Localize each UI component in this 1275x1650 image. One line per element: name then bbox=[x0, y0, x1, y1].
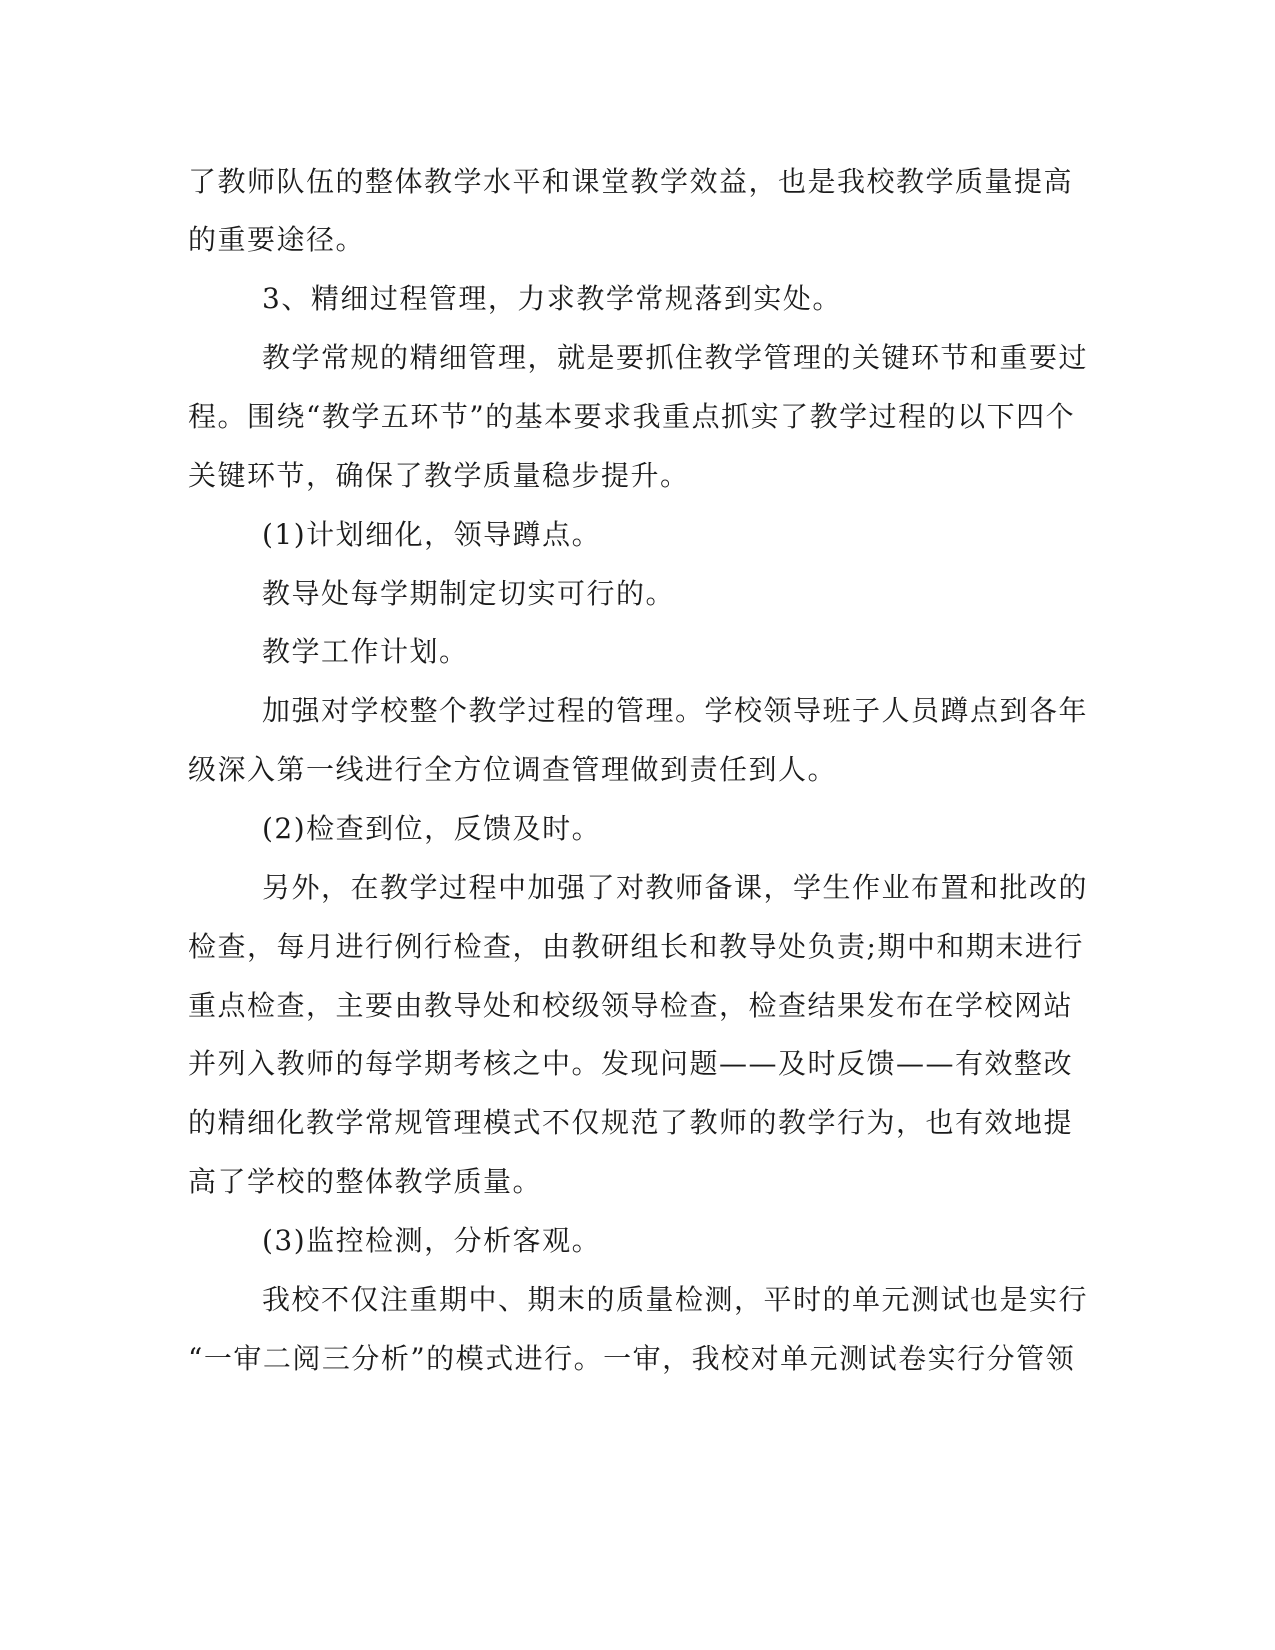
text-line: 级深入第一线进行全方位调查管理做到责任到人。 bbox=[188, 753, 838, 786]
text-line: 高了学校的整体教学质量。 bbox=[188, 1165, 543, 1198]
text-line: 了教师队伍的整体教学水平和课堂教学效益，也是我校教学质量提高 bbox=[188, 165, 1074, 198]
text-line: 教学常规的精细管理，就是要抓住教学管理的关键环节和重要过 bbox=[262, 341, 1089, 374]
text-line: 教学工作计划。 bbox=[262, 635, 469, 668]
text-line: 另外，在教学过程中加强了对教师备课，学生作业布置和批改的 bbox=[262, 871, 1089, 904]
subsection-heading: (1)计划细化，领导蹲点。 bbox=[262, 518, 602, 551]
section-heading: 3、精细过程管理，力求教学常规落到实处。 bbox=[262, 282, 842, 315]
text-line: 关键环节，确保了教学质量稳步提升。 bbox=[188, 459, 690, 492]
text-line: 教导处每学期制定切实可行的。 bbox=[262, 577, 676, 610]
subsection-heading: (3)监控检测，分析客观。 bbox=[262, 1224, 602, 1257]
text-line: 并列入教师的每学期考核之中。发现问题——及时反馈——有效整改 bbox=[188, 1047, 1074, 1080]
text-line: 程。围绕“教学五环节”的基本要求我重点抓实了教学过程的以下四个 bbox=[188, 400, 1076, 433]
text-line: “一审二阅三分析”的模式进行。一审，我校对单元测试卷实行分管领 bbox=[188, 1342, 1076, 1375]
text-line: 加强对学校整个教学过程的管理。学校领导班子人员蹲点到各年 bbox=[262, 694, 1089, 727]
text-line: 我校不仅注重期中、期末的质量检测，平时的单元测试也是实行 bbox=[262, 1283, 1089, 1316]
text-line: 检查，每月进行例行检查，由教研组长和教导处负责;期中和期末进行 bbox=[188, 930, 1084, 963]
text-line: 重点检查，主要由教导处和校级领导检查，检查结果发布在学校网站 bbox=[188, 989, 1074, 1022]
subsection-heading: (2)检查到位，反馈及时。 bbox=[262, 812, 602, 845]
text-line: 的精细化教学常规管理模式不仅规范了教师的教学行为，也有效地提 bbox=[188, 1106, 1074, 1139]
text-line: 的重要途径。 bbox=[188, 223, 366, 256]
